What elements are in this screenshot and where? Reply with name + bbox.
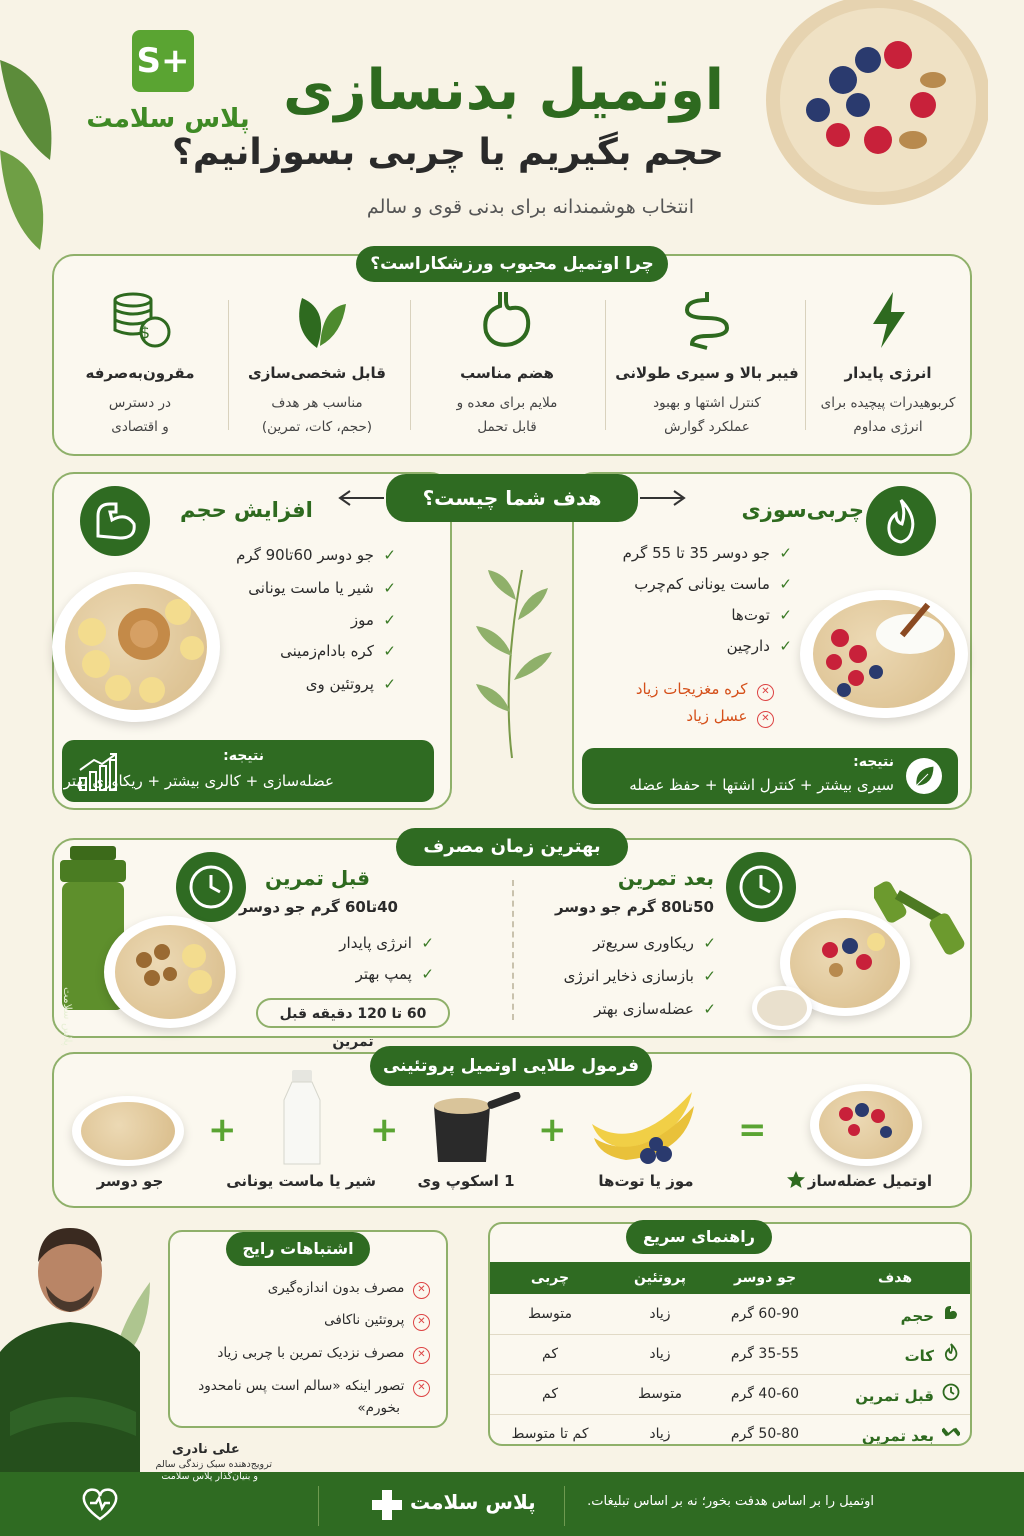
feature-sustained-energy [808, 290, 968, 439]
footer [0, 1472, 1024, 1536]
after-workout-amount: 50تا80 گرم جو دوسر [554, 898, 714, 916]
plus-sign: + [538, 1110, 567, 1150]
feature-title: هضم مناسب [460, 364, 554, 382]
goal-section-heading: هدف شما چیست؟ [386, 474, 638, 522]
list-item: ✓ انرژی پایدار [339, 934, 434, 952]
feature-affordable [58, 290, 222, 439]
feature-digestion [422, 290, 592, 439]
divider [512, 880, 514, 1020]
protein-scoop-image [428, 1092, 524, 1164]
list-item: ✓ بازسازی ذخایر انرژی [563, 967, 716, 985]
result-label: نتیجه: [853, 754, 894, 770]
clock-icon [942, 1383, 960, 1405]
footer-note: اوتمیل را بر اساس هدفت بخور؛ نه بر اساس تبلیغات. [587, 1494, 874, 1509]
column-header: پروتئین [610, 1262, 710, 1294]
table-cell: کم [490, 1334, 610, 1374]
quick-guide-card [488, 1222, 972, 1446]
feature-title: انرژی پایدار [844, 364, 932, 382]
list-item: ✕ تصور اینکه «سالم است پس نامحدود [198, 1378, 430, 1397]
muscle-icon [942, 1303, 960, 1325]
page-tagline: انتخاب هوشمندانه برای بدنی قوی و سالم [366, 196, 694, 218]
brand-logo-mark: +S [132, 30, 194, 92]
table-cell: 40-60 گرم [710, 1374, 820, 1414]
feature-desc: انرژی مداوم [853, 418, 923, 435]
feature-desc: و اقتصادی [111, 418, 169, 435]
x-icon: ✕ [413, 1314, 430, 1331]
divider [228, 300, 229, 430]
formula-result: اوتمیل عضله‌ساز [807, 1172, 932, 1190]
bulk-result [62, 740, 434, 802]
table-cell: 35-55 گرم [710, 1334, 820, 1374]
table-row: قبل تمرین 40-60 گرم متوسط کم [490, 1374, 970, 1414]
list-item-avoid: ✕ کره مغزیجات زیاد [636, 680, 774, 701]
fat-loss-result [582, 748, 958, 804]
x-icon: ✕ [413, 1282, 430, 1299]
column-header: هدف [820, 1262, 970, 1294]
divider [805, 300, 806, 430]
person-role: و بنیان‌گذار پلاس سلامت [161, 1471, 258, 1482]
bulk-oatmeal-bowl-image [52, 572, 220, 722]
feature-title: فیبر بالا و سیری طولانی [615, 364, 799, 382]
list-item: ✕ پروتئین ناکافی [324, 1312, 430, 1331]
feature-title: قابل شخصی‌سازی [248, 364, 386, 382]
feature-high-fiber [612, 290, 802, 439]
divider [605, 300, 606, 430]
footer-brand: پلاس سلامت [410, 1490, 536, 1514]
table-cell: 50-80 گرم [710, 1414, 820, 1446]
lightning-icon [853, 290, 923, 350]
person-name: علی نادری [172, 1442, 240, 1457]
table-header-row [490, 1262, 970, 1294]
result-text: عضله‌سازی + کالری بیشتر + ریکاوری بهتر [63, 772, 334, 790]
protein-powder-bowl-image [752, 986, 812, 1030]
table-cell: زیاد [610, 1294, 710, 1334]
table-row: کات 35-55 گرم زیاد کم [490, 1334, 970, 1374]
formula-item-oats: جو دوسر [96, 1172, 164, 1190]
formula-item-milk: شیر یا ماست یونانی [226, 1172, 376, 1190]
dumbbell-icon [942, 1423, 960, 1445]
fat-loss-title: چربی‌سوزی [741, 498, 864, 522]
column-header: جو دوسر [710, 1262, 820, 1294]
quick-guide-table [490, 1262, 970, 1446]
before-workout-bowl-image [104, 916, 236, 1028]
person-role: ترویج‌دهنده سبک زندگی سالم [155, 1459, 272, 1470]
muscle-oatmeal-image [810, 1084, 922, 1166]
list-item: ✓ ماست یونانی کم‌چرب [634, 575, 792, 593]
plus-sign: + [370, 1110, 399, 1150]
formula-item-fruit: موز یا توت‌ها [598, 1172, 694, 1190]
leaf-icon [906, 758, 942, 794]
feature-desc: کنترل اشتها و بهبود [653, 395, 761, 411]
star-icon [786, 1170, 806, 1194]
person-photo [0, 1222, 168, 1472]
plus-sign: + [208, 1110, 237, 1150]
x-icon: ✕ [413, 1347, 430, 1364]
milk-bottle-image [280, 1070, 324, 1166]
after-workout-title: بعد تمرین [617, 866, 714, 890]
intestine-icon [672, 290, 742, 350]
list-item: ✓ موز [350, 611, 396, 629]
coins-icon [105, 290, 175, 350]
divider [410, 300, 411, 430]
flame-icon [866, 486, 936, 556]
before-workout-title: قبل تمرین [265, 866, 370, 890]
svg-text:$: $ [139, 323, 150, 342]
table-cell: 60-90 گرم [710, 1294, 820, 1334]
divider [318, 1486, 319, 1526]
table-cell: کم تا متوسط [490, 1414, 610, 1446]
fat-loss-oatmeal-bowl-image [800, 590, 968, 718]
list-item: ✓ شیر یا ماست یونانی [248, 579, 396, 597]
list-item: ✓ پمپ بهتر [355, 965, 434, 983]
leaf-decoration-top-left [0, 20, 70, 260]
table-cell: زیاد [610, 1414, 710, 1446]
feature-desc: مناسب هر هدف [271, 395, 363, 411]
table-row: حجم 60-90 گرم زیاد متوسط [490, 1294, 970, 1334]
x-icon: ✕ [413, 1380, 430, 1397]
banana-berries-image [586, 1084, 704, 1168]
left-arrow-icon [336, 488, 386, 512]
right-arrow-icon [638, 488, 688, 512]
table-row: بعد تمرین 50-80 گرم زیاد کم تا متوسط [490, 1414, 970, 1446]
list-item: ✓ توت‌ها [731, 606, 792, 624]
list-item: ✕ مصرف بدون اندازه‌گیری [268, 1280, 430, 1299]
table-cell: متوسط [490, 1294, 610, 1334]
list-item-continued: بخورم» [357, 1400, 400, 1416]
before-workout-note: 60 تا 120 دقیقه قبل تمرین [256, 998, 450, 1028]
stomach-icon [472, 290, 542, 350]
brand-name: پلاس سلامت [86, 104, 250, 134]
feature-desc: در دسترس [108, 395, 172, 411]
feature-desc: (حجم، کات، تمرین) [261, 418, 373, 435]
list-item: ✓ ریکاوری سریع‌تر [593, 934, 716, 952]
x-icon: ✕ [757, 711, 774, 728]
branch-decoration [462, 560, 562, 760]
feature-desc: کربوهیدرات پیچیده برای [820, 395, 956, 411]
x-icon: ✕ [757, 684, 774, 701]
why-section-heading: چرا اوتمیل محبوب ورزشکاراست؟ [356, 246, 668, 282]
feature-customizable [232, 290, 402, 439]
feature-desc: ملایم برای معده و [456, 395, 558, 411]
divider [564, 1486, 565, 1526]
mistakes-heading: اشتباهات رایج [226, 1232, 370, 1266]
heart-icon [80, 1486, 120, 1526]
table-cell: زیاد [610, 1334, 710, 1374]
list-item: ✓ پروتئین وی [305, 675, 396, 693]
list-item: ✓ کره بادام‌زمینی [280, 642, 396, 660]
result-label: نتیجه: [223, 748, 264, 764]
muscle-icon [80, 486, 150, 556]
page-subtitle: حجم بگیریم یا چربی بسوزانیم؟ [172, 132, 724, 173]
shaker-label: پلاس سلامت [61, 986, 74, 1046]
hero-oatmeal-bowl-image [748, 0, 988, 230]
feature-title: مقرون‌به‌صرفه [85, 364, 195, 382]
equals-sign: = [738, 1110, 767, 1150]
list-item: ✓ عضله‌سازی بهتر [594, 1000, 716, 1018]
formula-item-whey: 1 اسکوپ وی [417, 1172, 515, 1190]
oats-image [72, 1096, 184, 1166]
result-text: سیری بیشتر + کنترل اشتها + حفظ عضله [629, 776, 894, 794]
list-item-avoid: ✕ عسل زیاد [686, 707, 774, 728]
quick-guide-heading: راهنمای سریع [626, 1220, 772, 1254]
clock-icon [176, 852, 246, 922]
leaves-icon [282, 290, 352, 350]
list-item: ✓ دارچین [726, 637, 792, 655]
feature-desc: عملکرد گوارش [664, 418, 750, 435]
table-cell: کم [490, 1374, 610, 1414]
list-item: ✓ جو دوسر 60تا90 گرم [236, 546, 396, 564]
column-header: چربی [490, 1262, 610, 1294]
feature-desc: قابل تحمل [477, 418, 537, 435]
formula-section-heading: فرمول طلایی اوتمیل پروتئینی [370, 1046, 652, 1086]
list-item: ✓ جو دوسر 35 تا 55 گرم [622, 544, 792, 562]
page-title: اوتمیل بدنسازی [283, 58, 724, 123]
table-cell: متوسط [610, 1374, 710, 1414]
timing-section-heading: بهترین زمان مصرف [396, 828, 628, 866]
dumbbell-image [874, 872, 970, 966]
flame-icon [942, 1343, 960, 1365]
list-item: ✕ مصرف نزدیک تمرین با چربی زیاد [217, 1345, 430, 1364]
before-workout-amount: 40تا60 گرم جو دوسر [238, 898, 398, 916]
brand-cross-icon [370, 1488, 404, 1526]
bulk-title: افزایش حجم [180, 498, 313, 522]
